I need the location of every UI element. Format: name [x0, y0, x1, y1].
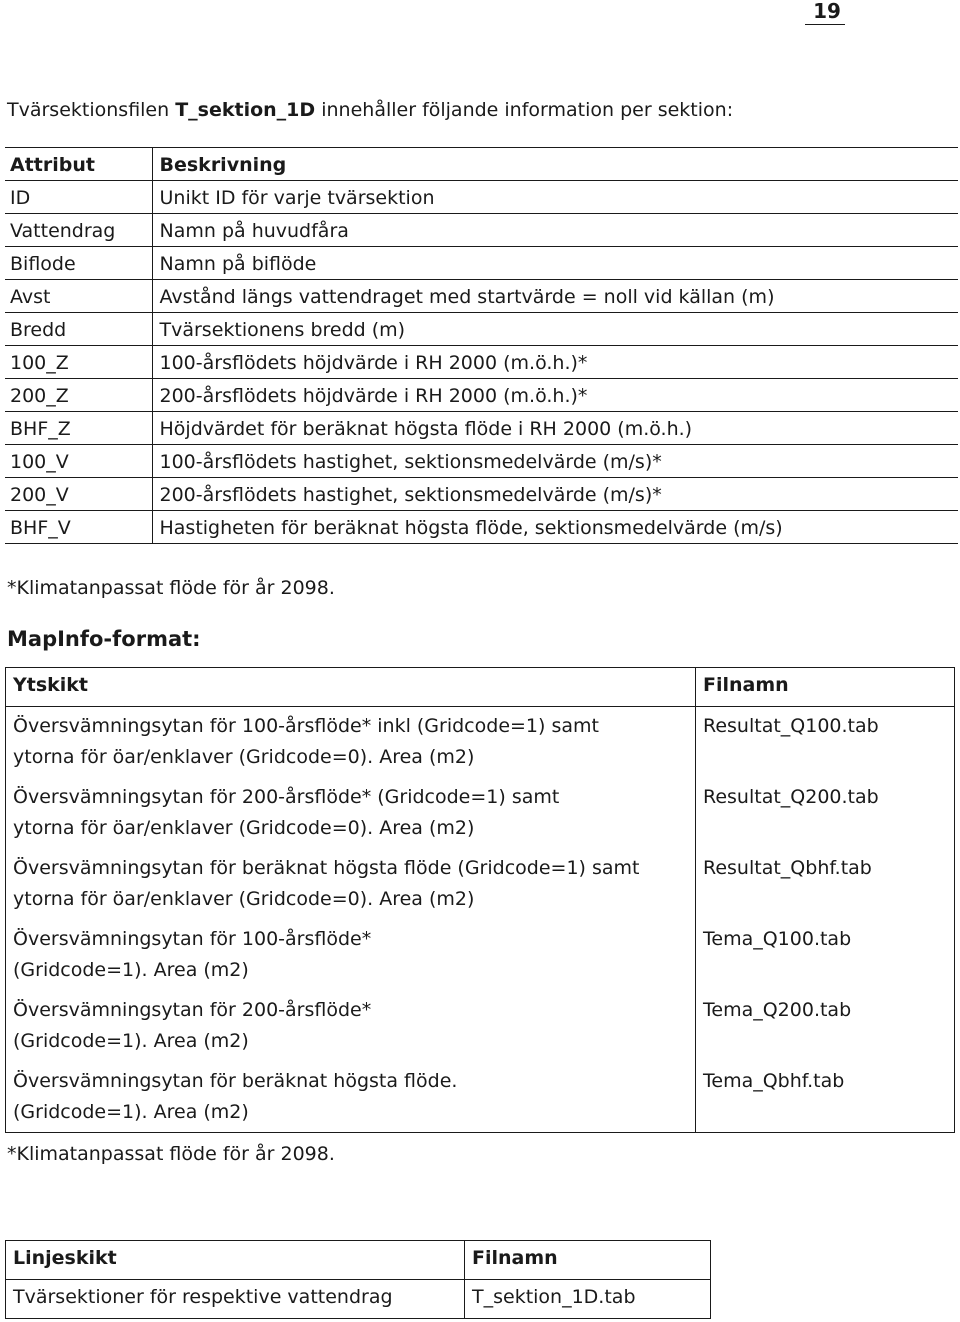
header-attribut: Attribut — [5, 148, 152, 181]
footnote-climate-1: *Klimatanpassat flöde för år 2098. — [7, 577, 335, 599]
attribute-name: 200_Z — [5, 379, 152, 412]
layer-description-line2: (Gridcode=1). Area (m2) — [13, 1100, 249, 1123]
line-layer-description: Tvärsektioner för respektive vattendrag — [6, 1280, 465, 1319]
layer-description — [6, 1062, 696, 1133]
table-row — [6, 991, 955, 1062]
layer-filename: Resultat_Qbhf.tab — [696, 849, 955, 920]
attribute-description: 100-årsflödets hastighet, sektionsmedelvärde (m/s)* — [152, 445, 958, 478]
attribute-name: 200_V — [5, 478, 152, 511]
attribute-description: Höjdvärdet för beräknat högsta flöde i RH 2000 (m.ö.h.) — [152, 412, 958, 445]
footnote-climate-2: *Klimatanpassat flöde för år 2098. — [7, 1143, 335, 1165]
line-table-header — [6, 1241, 711, 1280]
mapinfo-section-title: MapInfo-format: — [7, 627, 201, 651]
layer-description — [6, 849, 696, 920]
table-row — [6, 1280, 711, 1319]
attribute-table-header — [5, 148, 958, 181]
layer-description — [6, 991, 696, 1062]
attribute-description: Namn på huvudfåra — [152, 214, 958, 247]
table-row — [5, 313, 958, 346]
table-row — [6, 849, 955, 920]
layer-description-line2: ytorna för öar/enklaver (Gridcode=0). Area (m2) — [13, 746, 475, 768]
layer-description-line1: Översvämningsytan för 100-årsflöde* inkl (Gridcode=1) samt — [13, 715, 599, 737]
layer-description-line1: Översvämningsytan för beräknat högsta flöde. — [13, 1069, 458, 1092]
attribute-description: Tvärsektionens bredd (m) — [152, 313, 958, 346]
layer-description-line2: ytorna för öar/enklaver (Gridcode=0). Area (m2) — [13, 887, 475, 910]
attribute-description: Hastigheten för beräknat högsta flöde, sektionsmedelvärde (m/s) — [152, 511, 958, 544]
attribute-description: 200-årsflödets hastighet, sektionsmedelvärde (m/s)* — [152, 478, 958, 511]
intro-text-before: Tvärsektionsfilen — [7, 99, 176, 121]
attribute-table — [5, 147, 958, 544]
layer-filename: Tema_Qbhf.tab — [696, 1062, 955, 1133]
attribute-name: Biflode — [5, 247, 152, 280]
attribute-name: 100_Z — [5, 346, 152, 379]
table-row — [6, 920, 955, 991]
table-row — [5, 478, 958, 511]
table-row — [6, 707, 955, 778]
header-filnamn: Filnamn — [465, 1241, 711, 1280]
attribute-description: Namn på biflöde — [152, 247, 958, 280]
table-row — [5, 445, 958, 478]
table-row — [5, 181, 958, 214]
attribute-description: 100-årsflödets höjdvärde i RH 2000 (m.ö.h.)* — [152, 346, 958, 379]
area-layer-table — [5, 667, 955, 1133]
layer-description-line1: Översvämningsytan för 200-årsflöde* — [13, 998, 372, 1021]
header-ytskikt: Ytskikt — [6, 668, 696, 707]
layer-description — [6, 707, 696, 778]
attribute-name: Vattendrag — [5, 214, 152, 247]
header-filnamn: Filnamn — [696, 668, 955, 707]
layer-description — [6, 778, 696, 849]
page-number-rule — [805, 24, 845, 25]
attribute-name: BHF_V — [5, 511, 152, 544]
table-row — [6, 1062, 955, 1133]
table-row — [5, 511, 958, 544]
attribute-name: 100_V — [5, 445, 152, 478]
line-layer-table — [5, 1240, 711, 1319]
table-row — [5, 346, 958, 379]
intro-text-after: innehåller följande information per sektion: — [315, 99, 734, 121]
layer-description — [6, 920, 696, 991]
layer-description-line2: (Gridcode=1). Area (m2) — [13, 1029, 249, 1052]
layer-filename: Tema_Q100.tab — [696, 920, 955, 991]
area-table-header — [6, 668, 955, 707]
header-beskrivning: Beskrivning — [152, 148, 958, 181]
attribute-description: Unikt ID för varje tvärsektion — [152, 181, 958, 214]
table-row — [5, 247, 958, 280]
attribute-description: Avstånd längs vattendraget med startvärde = noll vid källan (m) — [152, 280, 958, 313]
table-row — [5, 280, 958, 313]
table-row — [6, 778, 955, 849]
page-number: 19 — [813, 0, 841, 23]
layer-description-line2: (Gridcode=1). Area (m2) — [13, 958, 249, 981]
table-row — [5, 379, 958, 412]
header-linjeskikt: Linjeskikt — [6, 1241, 465, 1280]
attribute-name: Avst — [5, 280, 152, 313]
attribute-name: BHF_Z — [5, 412, 152, 445]
layer-filename: Tema_Q200.tab — [696, 991, 955, 1062]
layer-description-line2: ytorna för öar/enklaver (Gridcode=0). Area (m2) — [13, 816, 475, 839]
line-layer-filename: T_sektion_1D.tab — [465, 1280, 711, 1319]
intro-filename: T_sektion_1D — [175, 99, 316, 121]
table-row — [5, 412, 958, 445]
intro-paragraph — [7, 99, 733, 121]
layer-description-line1: Översvämningsytan för beräknat högsta flöde (Gridcode=1) samt — [13, 856, 640, 879]
layer-description-line1: Översvämningsytan för 200-årsflöde* (Gridcode=1) samt — [13, 785, 560, 808]
attribute-name: ID — [5, 181, 152, 214]
layer-filename: Resultat_Q200.tab — [696, 778, 955, 849]
table-row — [5, 214, 958, 247]
layer-description-line1: Översvämningsytan för 100-årsflöde* — [13, 927, 372, 950]
layer-filename: Resultat_Q100.tab — [696, 707, 955, 778]
attribute-name: Bredd — [5, 313, 152, 346]
attribute-description: 200-årsflödets höjdvärde i RH 2000 (m.ö.h.)* — [152, 379, 958, 412]
